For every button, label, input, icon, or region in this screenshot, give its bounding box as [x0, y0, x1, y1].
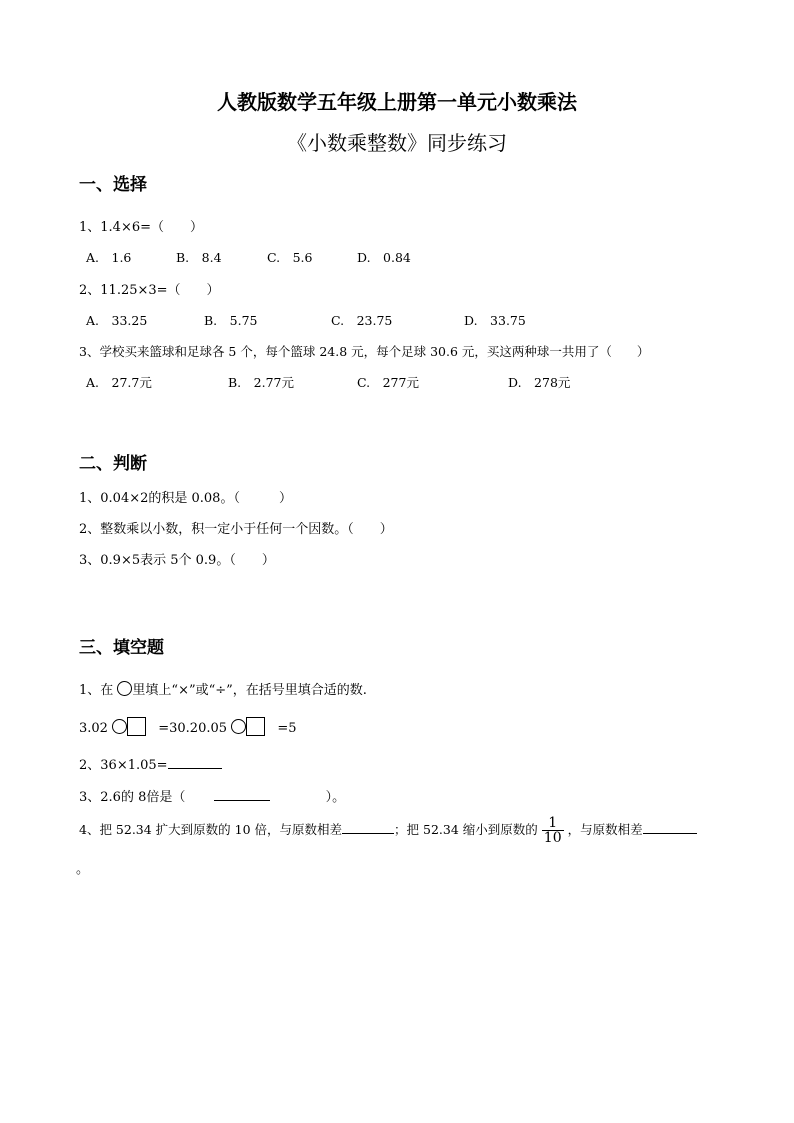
operator-circle-input[interactable]	[112, 719, 127, 734]
question-fill-1-expression	[79, 717, 296, 736]
option-b[interactable]: B. 8.4	[176, 250, 222, 265]
answer-blank[interactable]	[168, 756, 222, 769]
question-fill-1-pre: 1、在	[79, 683, 114, 698]
question-fill-4-tail: 。	[76, 862, 90, 877]
answer-box-input[interactable]	[246, 717, 265, 736]
option-d[interactable]: D. 33.75	[464, 313, 526, 328]
answer-blank[interactable]	[214, 788, 270, 801]
section-heading-choice: 一、选择	[79, 175, 147, 195]
page-subtitle: 《小数乘整数》同步练习	[287, 131, 507, 155]
option-b[interactable]: B. 2.77元	[228, 375, 294, 390]
question-fill-4-mid: ；把 52.34 缩小到原数的	[394, 822, 538, 837]
question-fill-4-pre: 4、把 52.34 扩大到原数的 10 倍，与原数相差	[79, 822, 343, 837]
question-judge-1: 1、0.04×2的积是 0.08。（ ）	[79, 491, 292, 506]
question-fill-4-post: ，与原数相差	[567, 822, 643, 837]
question-fill-2	[79, 754, 222, 773]
expr-c: =5	[277, 721, 297, 736]
question-fill-4	[79, 816, 697, 845]
option-b[interactable]: B. 5.75	[204, 313, 258, 328]
question-choice-1: 1、1.4×6=（ ）	[79, 220, 204, 235]
answer-box-input[interactable]	[127, 717, 146, 736]
question-choice-2: 2、11.25×3=（ ）	[79, 283, 220, 298]
option-d[interactable]: D. 278元	[508, 375, 571, 390]
section-heading-fill: 三、填空题	[79, 638, 164, 658]
option-c[interactable]: C. 277元	[357, 375, 419, 390]
expr-a: 3.02	[79, 721, 108, 736]
question-judge-2: 2、整数乘以小数，积一定小于任何一个因数。（ ）	[79, 522, 393, 537]
option-a[interactable]: A. 27.7元	[86, 375, 152, 390]
option-a[interactable]: A. 33.25	[86, 313, 148, 328]
question-judge-3: 3、0.9×5表示 5个 0.9。（ ）	[79, 553, 275, 568]
option-c[interactable]: C. 5.6	[267, 250, 313, 265]
question-fill-1	[79, 679, 367, 698]
option-c[interactable]: C. 23.75	[331, 313, 393, 328]
expr-b: =30.20.05	[158, 721, 228, 736]
section-heading-judge: 二、判断	[79, 454, 147, 474]
question-fill-1-post: 里填上“×”或“÷”，在括号里填合适的数.	[132, 683, 367, 698]
question-fill-3-post: ）。	[325, 790, 346, 805]
question-fill-2-text: 2、36×1.05=	[79, 758, 168, 773]
answer-blank[interactable]	[643, 821, 697, 834]
fraction-one-tenth: $\frac{1}{10}$	[543, 815, 562, 846]
question-fill-3-pre: 3、2.6的 8倍是（	[79, 790, 186, 805]
operator-circle-input[interactable]	[231, 719, 246, 734]
page-title: 人教版数学五年级上册第一单元小数乘法	[217, 90, 577, 114]
question-choice-3: 3、学校买来篮球和足球各 5 个，每个篮球 24.8 元，每个足球 30.6 元，买这两种球一共用了（ ）	[79, 344, 650, 359]
answer-blank[interactable]	[342, 821, 394, 834]
option-a[interactable]: A. 1.6	[86, 250, 132, 265]
circle-icon	[117, 681, 132, 696]
option-d[interactable]: D. 0.84	[357, 250, 411, 265]
question-fill-3	[79, 786, 345, 805]
